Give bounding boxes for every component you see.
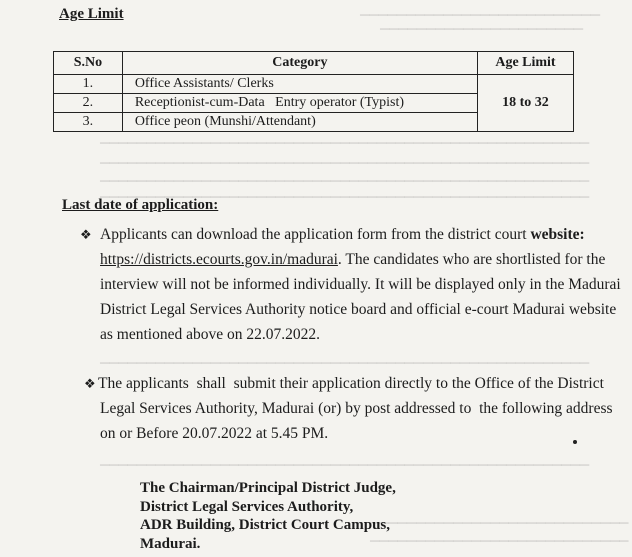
address-line-4: Madurai. <box>140 535 201 552</box>
row-category: Office Assistants/ Clerks <box>122 75 477 94</box>
age-limit-heading: Age Limit <box>59 6 124 22</box>
point1-line2: https://districts.ecourts.gov.in/madurai. The candidates who are shortlisted for the <box>100 251 606 268</box>
address-line-1: The Chairman/Principal District Judge, <box>140 480 396 496</box>
diamond-cross-icon: ❖ <box>84 376 96 391</box>
point1-line1: ❖ Applicants can download the application form from the district court website: <box>80 222 621 247</box>
table-header-row <box>54 52 574 75</box>
ink-speck <box>573 440 577 444</box>
point1-line4: District Legal Services Authority notice board and official e-court Madurai website <box>100 301 617 318</box>
row-category: Receptionist-cum-Data Entry operator (Typist) <box>122 94 477 113</box>
header-sno: S.No <box>54 52 123 75</box>
row-sno: 2. <box>54 94 123 113</box>
district-court-link[interactable]: https://districts.ecourts.gov.in/madurai <box>100 251 338 268</box>
point2-line1: ❖ The applicants shall submit their application directly to the Office of the District <box>84 371 613 396</box>
website-label: website: <box>530 226 585 243</box>
row-sno: 1. <box>54 75 123 94</box>
header-category: Category <box>122 52 477 75</box>
row-sno: 3. <box>54 113 123 132</box>
address-line-3: ADR Building, District Court Campus, <box>140 517 391 533</box>
row-category: Office peon (Munshi/Attendant) <box>122 113 477 132</box>
table-row <box>54 75 574 94</box>
point2-line2: Legal Services Authority, Madurai (or) by post addressed to the following address <box>100 400 613 417</box>
last-date-heading: Last date of application: <box>62 197 219 213</box>
age-range-cell: 18 to 32 <box>477 75 573 132</box>
age-limit-table <box>53 51 574 132</box>
document-page: ▁▁▁▁▁▁▁▁▁▁▁▁▁▁▁▁▁▁▁▁▁▁▁▁▁▁ ▁▁▁▁▁▁▁▁▁▁▁▁▁▁▁▁▁▁▁▁▁▁ ▁▁▁▁▁▁▁▁▁▁▁▁▁▁▁▁▁▁▁▁▁▁▁▁▁▁▁▁▁▁▁▁▁▁▁▁▁▁▁▁▁▁▁▁▁▁▁▁▁▁▁▁▁ ▁▁▁▁▁▁▁▁▁▁▁▁▁▁▁▁▁▁▁▁▁▁▁▁▁▁▁▁▁▁▁▁▁▁▁▁▁▁▁▁▁▁▁▁▁▁▁▁▁▁▁▁▁ ▁▁▁▁▁▁▁▁▁▁▁▁▁▁▁▁▁▁▁▁▁▁▁▁▁▁▁▁▁▁▁▁▁▁▁▁▁▁▁▁▁▁▁▁▁▁▁▁▁▁▁▁▁ ▁▁▁▁▁▁▁▁▁▁▁▁▁▁▁▁▁▁▁▁▁▁▁▁▁▁▁▁▁▁▁▁▁▁▁▁▁▁▁▁▁▁▁▁▁▁▁▁▁▁▁▁▁ ▁▁▁▁▁▁▁▁▁▁▁▁▁▁▁▁▁▁▁▁▁▁▁▁▁▁▁▁▁▁▁▁▁▁▁▁▁▁▁▁▁▁▁▁▁▁▁▁▁▁▁▁▁ ▁▁▁▁▁▁▁▁▁▁▁▁▁▁▁▁▁▁▁▁▁▁▁▁▁▁▁▁▁▁▁▁▁▁▁▁▁▁▁▁▁▁▁▁▁▁▁▁▁▁▁▁▁ ▁▁▁▁▁▁▁▁▁▁▁▁▁▁▁▁▁▁▁▁▁▁▁▁▁▁▁▁ ▁▁▁▁▁▁▁▁▁▁▁▁▁▁▁▁▁▁▁▁▁▁▁▁▁▁▁▁ Age Limit S.No Category Age Limit 1. Office Assistants/ Clerks 18 to 32 2. Receptionist-cum-Data Entry operator (Typist) 3. Office peon (Munshi/Attendant) Last date of application: ❖ Applicants can download the application form from the district court website: https://districts.ecourts.gov.in/madurai. The candidates who are shortlisted for the interview will not be informed individually. It will be displayed only in the Madurai District Legal Services Authority notice board and official e-court Madurai website as mentioned above on 22.07.2022. ❖ The applicants shall submit their application directly to the Office of the District Legal Services Authority, Madurai (or) by post addressed to the following address on or Before 20.07.2022 at 5.45 PM. The Chairman/Principal District Judge, District Legal Services Authority, ADR Building, District Court Campus, Madurai. <box>0 0 632 557</box>
point1-line5: as mentioned above on 22.07.2022. <box>100 326 320 343</box>
point1-line3: interview will not be informed individually. It will be displayed only in the Madurai <box>100 276 621 293</box>
address-line-2: District Legal Services Authority, <box>140 498 354 515</box>
header-age-limit: Age Limit <box>477 52 573 75</box>
point2-line3: on or Before 20.07.2022 at 5.45 PM. <box>100 425 329 442</box>
postal-address <box>140 479 396 553</box>
instruction-point-1 <box>80 222 621 347</box>
diamond-cross-icon: ❖ <box>80 227 92 242</box>
instruction-point-2 <box>84 371 613 446</box>
